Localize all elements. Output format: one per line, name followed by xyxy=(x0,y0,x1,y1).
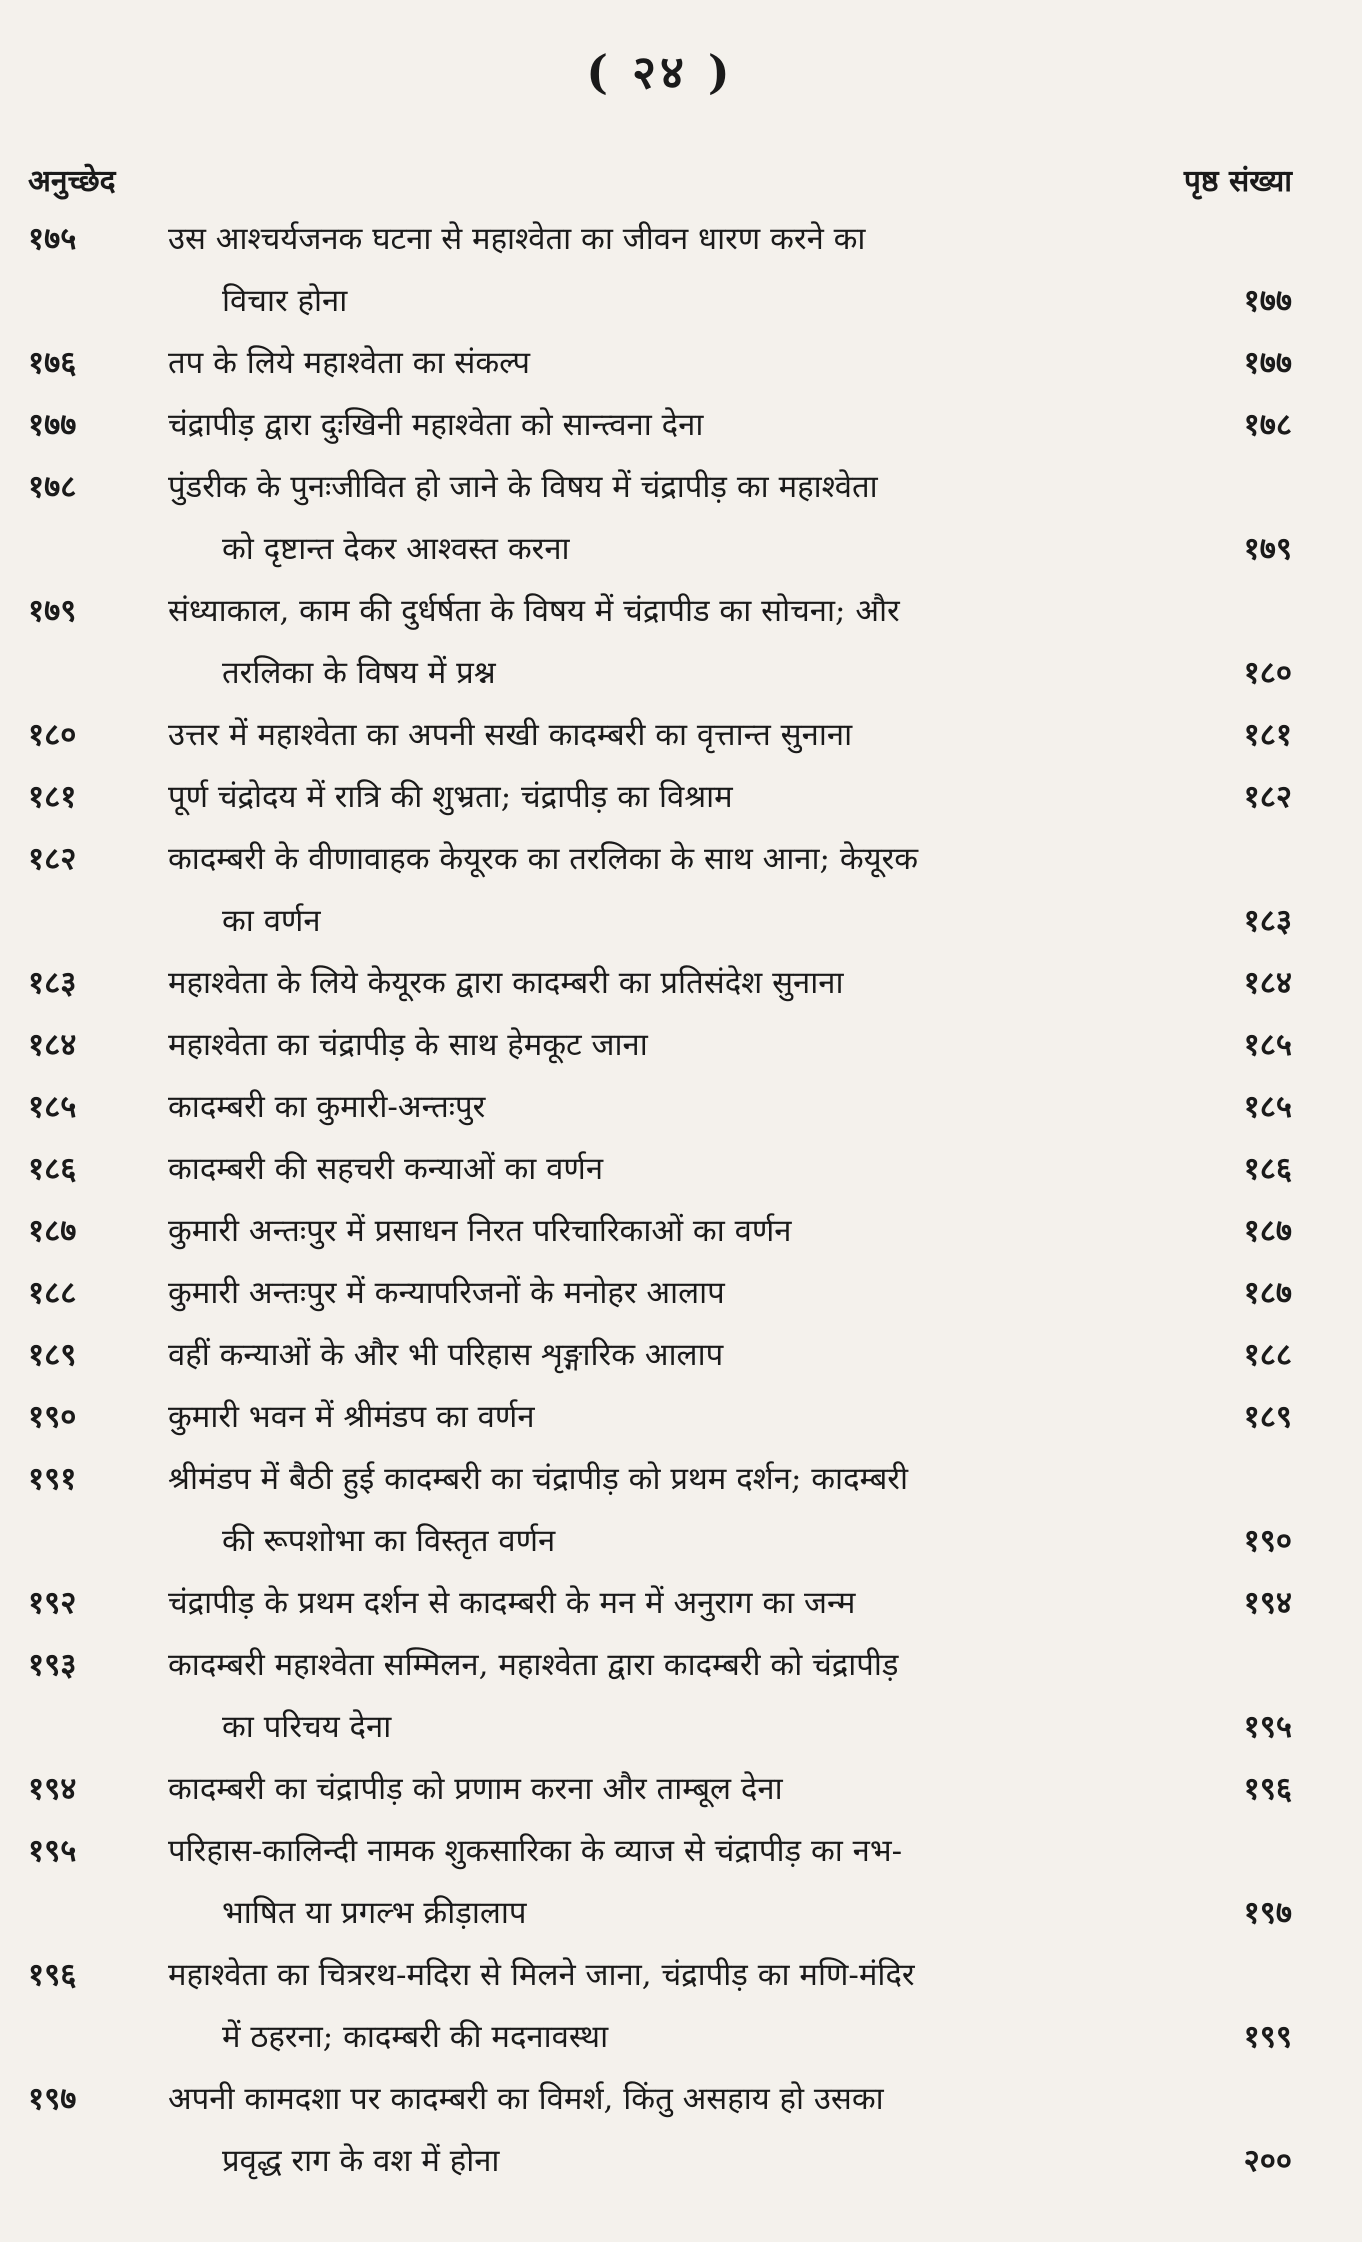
entry-title-text: संध्याकाल, काम की दुर्धर्षता के विषय में चंद्रापीड का सोचना; और xyxy=(168,593,900,629)
entry-number: १८७ xyxy=(28,1213,77,1249)
entry-title-text: प्रवृद्ध राग के वश में होना xyxy=(222,2143,500,2179)
entry-number: १८९ xyxy=(28,1337,77,1373)
contents-entry xyxy=(28,1138,1292,1200)
entry-page-number: १८६ xyxy=(1243,1151,1292,1187)
entry-line xyxy=(168,332,1292,394)
entry-title-text: तप के लिये महाश्वेता का संकल्प xyxy=(168,345,531,381)
entry-line xyxy=(168,952,1292,1014)
entry-title-text: का वर्णन xyxy=(222,903,321,939)
entry-title-text: की रूपशोभा का विस्तृत वर्णन xyxy=(222,1523,556,1559)
entry-line xyxy=(168,2006,1292,2068)
entry-line xyxy=(168,642,1292,704)
entry-number: १९४ xyxy=(28,1771,77,1807)
entry-content xyxy=(168,1820,1292,1944)
entry-content xyxy=(168,1324,1292,1386)
entry-title-text: तरलिका के विषय में प्रश्न xyxy=(222,655,496,691)
entry-page-number: १७९ xyxy=(1243,531,1292,567)
contents-entry xyxy=(28,1448,1292,1572)
entry-page-number: १८५ xyxy=(1243,1089,1292,1125)
entry-title-text: विचार होना xyxy=(222,283,348,319)
entry-title-text: वहीं कन्याओं के और भी परिहास शृङ्गारिक आलाप xyxy=(168,1337,724,1373)
entry-number: १८६ xyxy=(28,1151,77,1187)
column-header-page: पृष्ठ संख्या xyxy=(1183,164,1292,199)
entry-page-number: १७८ xyxy=(1243,407,1292,443)
contents-entry xyxy=(28,766,1292,828)
entry-line xyxy=(168,1014,1292,1076)
entry-number: १९१ xyxy=(28,1461,77,1497)
entry-line xyxy=(168,766,1292,828)
entry-title-text: कुमारी अन्तःपुर में प्रसाधन निरत परिचारिकाओं का वर्णन xyxy=(168,1213,792,1249)
entry-line xyxy=(168,1324,1292,1386)
entry-page-number: १९६ xyxy=(1243,1771,1292,1807)
entry-page-number: १७७ xyxy=(1243,345,1292,381)
entry-number: १८० xyxy=(28,717,77,753)
entry-line xyxy=(168,1386,1292,1448)
contents-entry xyxy=(28,1820,1292,1944)
entry-content xyxy=(168,1262,1292,1324)
entry-title-text: उत्तर में महाश्वेता का अपनी सखी कादम्बरी का वृत्तान्त सुनाना xyxy=(168,717,853,753)
contents-entry xyxy=(28,1758,1292,1820)
entry-content xyxy=(168,580,1292,704)
entry-line xyxy=(168,270,1292,332)
entry-line xyxy=(168,1882,1292,1944)
contents-entry xyxy=(28,828,1292,952)
entry-content xyxy=(168,766,1292,828)
entry-title-text: उस आश्चर्यजनक घटना से महाश्वेता का जीवन धारण करने का xyxy=(168,221,866,257)
contents-entry xyxy=(28,1324,1292,1386)
entry-content xyxy=(168,704,1292,766)
entry-title-text: श्रीमंडप में बैठी हुई कादम्बरी का चंद्रापीड़ को प्रथम दर्शन; कादम्बरी xyxy=(168,1461,909,1497)
entry-line xyxy=(168,518,1292,580)
entry-number: १९० xyxy=(28,1399,77,1435)
entry-page-number: १८० xyxy=(1243,655,1292,691)
entry-title-text: कादम्बरी का कुमारी-अन्तःपुर xyxy=(168,1089,486,1125)
entry-title-text: कादम्बरी की सहचरी कन्याओं का वर्णन xyxy=(168,1151,604,1187)
contents-entry xyxy=(28,1200,1292,1262)
entry-title-text: महाश्वेता का चंद्रापीड़ के साथ हेमकूट जाना xyxy=(168,1027,648,1063)
entry-title-text: अपनी कामदशा पर कादम्बरी का विमर्श, किंतु असहाय हो उसका xyxy=(168,2081,884,2117)
column-header-row xyxy=(28,150,1292,200)
entry-title-text: का परिचय देना xyxy=(222,1709,392,1745)
entry-content xyxy=(168,828,1292,952)
entry-page-number: १९० xyxy=(1243,1523,1292,1559)
entry-line xyxy=(168,2068,1292,2130)
contents-entry xyxy=(28,1572,1292,1634)
entry-page-number: १८५ xyxy=(1243,1027,1292,1063)
entry-title-text: को दृष्टान्त देकर आश्वस्त करना xyxy=(222,531,570,567)
entry-title-text: कुमारी अन्तःपुर में कन्यापरिजनों के मनोहर आलाप xyxy=(168,1275,725,1311)
entry-number: १७५ xyxy=(28,221,77,257)
entry-page-number: १८१ xyxy=(1243,717,1292,753)
entry-content xyxy=(168,394,1292,456)
entry-page-number: १८९ xyxy=(1243,1399,1292,1435)
page-number: ( २४ ) xyxy=(586,45,734,99)
entry-number: १८३ xyxy=(28,965,77,1001)
entry-number: १९२ xyxy=(28,1585,77,1621)
entry-line xyxy=(168,1944,1292,2006)
entry-title-text: पुंडरीक के पुनःजीवित हो जाने के विषय में चंद्रापीड़ का महाश्वेता xyxy=(168,469,878,505)
contents-entry xyxy=(28,456,1292,580)
entry-content xyxy=(168,456,1292,580)
entry-title-text: चंद्रापीड़ द्वारा दुःखिनी महाश्वेता को सान्त्वना देना xyxy=(168,407,704,443)
contents-entry xyxy=(28,394,1292,456)
entry-page-number: १९९ xyxy=(1243,2019,1292,2055)
entry-number: १९७ xyxy=(28,2081,77,2117)
column-header-section: अनुच्छेद xyxy=(28,164,116,199)
entry-line xyxy=(168,1510,1292,1572)
entry-line xyxy=(168,580,1292,642)
contents-entry xyxy=(28,1014,1292,1076)
contents-entry xyxy=(28,580,1292,704)
entry-number: १९५ xyxy=(28,1833,77,1869)
contents-entry xyxy=(28,332,1292,394)
entry-number: १८८ xyxy=(28,1275,77,1311)
entry-line xyxy=(168,704,1292,766)
contents-list xyxy=(28,208,1292,2192)
entry-title-text: महाश्वेता का चित्ररथ-मदिरा से मिलने जाना, चंद्रापीड़ का मणि-मंदिर xyxy=(168,1957,915,1993)
entry-line xyxy=(168,1696,1292,1758)
entry-title-text: कादम्बरी का चंद्रापीड़ को प्रणाम करना और ताम्बूल देना xyxy=(168,1771,783,1807)
entry-number: १७८ xyxy=(28,469,77,505)
entry-page-number: १७७ xyxy=(1243,283,1292,319)
entry-content xyxy=(168,1386,1292,1448)
entry-title-text: परिहास-कालिन्दी नामक शुकसारिका के व्याज से चंद्रापीड़ का नभ- xyxy=(168,1833,903,1869)
contents-entry xyxy=(28,1386,1292,1448)
entry-line xyxy=(168,1448,1292,1510)
entry-number: १७९ xyxy=(28,593,77,629)
contents-entry xyxy=(28,208,1292,332)
entry-page-number: १८८ xyxy=(1243,1337,1292,1373)
entry-content xyxy=(168,1634,1292,1758)
entry-title-text: भाषित या प्रगल्भ क्रीड़ालाप xyxy=(222,1895,527,1931)
entry-page-number: १८७ xyxy=(1243,1213,1292,1249)
entry-number: १८४ xyxy=(28,1027,77,1063)
entry-content xyxy=(168,1944,1292,2068)
entry-content xyxy=(168,1014,1292,1076)
contents-entry xyxy=(28,952,1292,1014)
entry-line xyxy=(168,1076,1292,1138)
entry-content xyxy=(168,208,1292,332)
entry-page-number: १८७ xyxy=(1243,1275,1292,1311)
entry-title-text: कादम्बरी महाश्वेता सम्मिलन, महाश्वेता द्वारा कादम्बरी को चंद्रापीड़ xyxy=(168,1647,899,1683)
entry-content xyxy=(168,1758,1292,1820)
entry-line xyxy=(168,394,1292,456)
entry-content xyxy=(168,1448,1292,1572)
contents-entry xyxy=(28,1262,1292,1324)
entry-line xyxy=(168,1572,1292,1634)
entry-page-number: २०० xyxy=(1243,2143,1292,2179)
entry-title-text: पूर्ण चंद्रोदय में रात्रि की शुभ्रता; चंद्रापीड़ का विश्राम xyxy=(168,779,733,815)
entry-line xyxy=(168,1262,1292,1324)
entry-line xyxy=(168,1634,1292,1696)
entry-line xyxy=(168,828,1292,890)
entry-number: १८१ xyxy=(28,779,77,815)
entry-page-number: १९७ xyxy=(1243,1895,1292,1931)
entry-page-number: १८४ xyxy=(1243,965,1292,1001)
entry-title-text: महाश्वेता के लिये केयूरक द्वारा कादम्बरी का प्रतिसंदेश सुनाना xyxy=(168,965,844,1001)
entry-number: १८५ xyxy=(28,1089,77,1125)
entry-page-number: १९४ xyxy=(1243,1585,1292,1621)
entry-title-text: कादम्बरी के वीणावाहक केयूरक का तरलिका के साथ आना; केयूरक xyxy=(168,841,919,877)
entry-content xyxy=(168,1200,1292,1262)
contents-entry xyxy=(28,704,1292,766)
entry-content xyxy=(168,1572,1292,1634)
entry-line xyxy=(168,890,1292,952)
entry-title-text: कुमारी भवन में श्रीमंडप का वर्णन xyxy=(168,1399,535,1435)
entry-line xyxy=(168,1138,1292,1200)
entry-content xyxy=(168,1138,1292,1200)
contents-entry xyxy=(28,1634,1292,1758)
entry-number: १८२ xyxy=(28,841,77,877)
entry-line xyxy=(168,456,1292,518)
entry-line xyxy=(168,1758,1292,1820)
entry-content xyxy=(168,952,1292,1014)
entry-title-text: चंद्रापीड़ के प्रथम दर्शन से कादम्बरी के मन में अनुराग का जन्म xyxy=(168,1585,856,1621)
entry-number: १९६ xyxy=(28,1957,77,1993)
entry-line xyxy=(168,1200,1292,1262)
entry-line xyxy=(168,2130,1292,2192)
contents-entry xyxy=(28,1076,1292,1138)
contents-entry xyxy=(28,2068,1292,2192)
contents-entry xyxy=(28,1944,1292,2068)
entry-title-text: में ठहरना; कादम्बरी की मदनावस्था xyxy=(222,2019,609,2055)
entry-line xyxy=(168,208,1292,270)
entry-content xyxy=(168,2068,1292,2192)
entry-page-number: १८२ xyxy=(1243,779,1292,815)
entry-number: १७७ xyxy=(28,407,77,443)
entry-content xyxy=(168,1076,1292,1138)
entry-content xyxy=(168,332,1292,394)
entry-number: १७६ xyxy=(28,345,77,381)
entry-page-number: १९५ xyxy=(1243,1709,1292,1745)
entry-page-number: १८३ xyxy=(1243,903,1292,939)
entry-line xyxy=(168,1820,1292,1882)
entry-number: १९३ xyxy=(28,1647,77,1683)
